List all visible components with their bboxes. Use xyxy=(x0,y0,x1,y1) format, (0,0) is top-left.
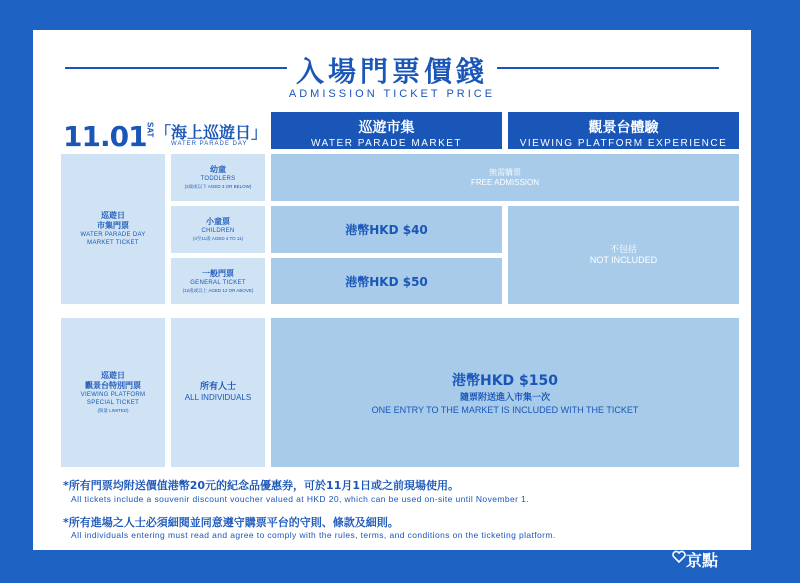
page-title: 入場門票價錢 xyxy=(295,55,488,88)
free-admission-cell xyxy=(271,154,739,201)
type-general-note: (12歲或以上 AGED 12 OR ABOVE) xyxy=(182,287,254,293)
type-toddlers-zh: 幼童 xyxy=(210,165,226,174)
event-name: 「海上巡遊日」 xyxy=(155,123,268,142)
special-ticket-en1: VIEWING PLATFORM xyxy=(80,392,146,398)
type-children-note: (4至11歲 AGED 4 TO 11) xyxy=(192,236,244,241)
special-price-en: ONE ENTRY TO THE MARKET IS INCLUDED WITH THE TICKET xyxy=(371,404,639,415)
not-included-zh: 不包括 xyxy=(609,245,637,255)
ticket-price-card xyxy=(33,30,751,550)
type-toddlers xyxy=(171,154,265,201)
title-block xyxy=(33,44,751,104)
all-individuals-en: ALL INDIVIDUALS xyxy=(184,393,252,402)
column-header-platform-en: VIEWING PLATFORM EXPERIENCE xyxy=(519,138,728,149)
market-ticket-zh1: 巡遊日 xyxy=(101,211,125,220)
event-day-text: SAT xyxy=(145,122,155,138)
column-header-platform-zh: 觀景台體驗 xyxy=(588,120,659,136)
price-general-cell xyxy=(271,258,502,304)
special-ticket-zh1: 巡遊日 xyxy=(101,371,125,380)
special-price-cell xyxy=(271,318,739,467)
market-ticket-label xyxy=(61,154,165,304)
event-date: 11.01 xyxy=(63,120,147,153)
type-toddlers-en: TODDLERS xyxy=(200,176,236,182)
page-subtitle: ADMISSION TICKET PRICE xyxy=(288,88,496,100)
type-children-zh: 小童票 xyxy=(206,217,230,226)
market-ticket-en2: MARKET TICKET xyxy=(87,240,139,246)
not-included-en: NOT INCLUDED xyxy=(589,255,658,265)
all-individuals-zh: 所有人士 xyxy=(199,382,236,392)
event-name-en: WATER PARADE DAY xyxy=(171,141,248,147)
column-header-market xyxy=(271,112,502,149)
price-children: 港幣HKD $40 xyxy=(345,223,428,237)
special-ticket-en2: SPECIAL TICKET xyxy=(86,400,140,406)
price-general: 港幣HKD $50 xyxy=(345,274,428,289)
type-general-zh: 一般門票 xyxy=(202,268,234,278)
special-ticket-note: (限量 LIMITED) xyxy=(97,408,129,413)
note-2-zh: *所有進場之人士必須細閱並同意遵守購票平台的守則、條款及細則。 xyxy=(63,516,399,529)
price-children-cell xyxy=(271,206,502,253)
note-2-en: All individuals entering must read and agree to comply with the rules, terms, and conditions on the ticketing platform. xyxy=(71,530,556,540)
watermark-logo: 京點 xyxy=(686,551,719,570)
type-children xyxy=(171,206,265,253)
special-price-zh: 隨票附送進入市集一次 xyxy=(459,392,550,403)
special-ticket-label xyxy=(61,318,165,467)
free-admission-zh: 無需購票 xyxy=(489,167,521,177)
type-general-en: GENERAL TICKET xyxy=(190,279,246,286)
not-included-cell xyxy=(508,206,739,304)
column-header-market-zh: 巡遊市集 xyxy=(358,120,415,136)
market-ticket-zh2: 市集門票 xyxy=(97,221,129,230)
type-toddlers-note: (3歲或以下 AGED 3 OR BELOW) xyxy=(184,184,252,189)
note-1-zh: *所有門票均附送價值港幣20元的紀念品優惠券，可於11月1日或之前現場使用。 xyxy=(63,479,460,492)
type-children-en: CHILDREN xyxy=(201,228,235,234)
type-general xyxy=(171,258,265,304)
free-admission-en: FREE ADMISSION xyxy=(470,177,539,187)
market-ticket-en1: WATER PARADE DAY xyxy=(80,232,146,238)
type-all-individuals xyxy=(171,318,265,467)
note-1-en: All tickets include a souvenir discount voucher valued at HKD 20, which can be used on-site until November 1. xyxy=(71,494,529,504)
special-price: 港幣HKD $150 xyxy=(451,372,559,389)
column-header-platform xyxy=(508,112,739,149)
column-header-market-en: WATER PARADE MARKET xyxy=(310,138,463,149)
heart-icon xyxy=(672,550,686,564)
special-ticket-zh2: 觀景台特別門票 xyxy=(85,381,141,390)
